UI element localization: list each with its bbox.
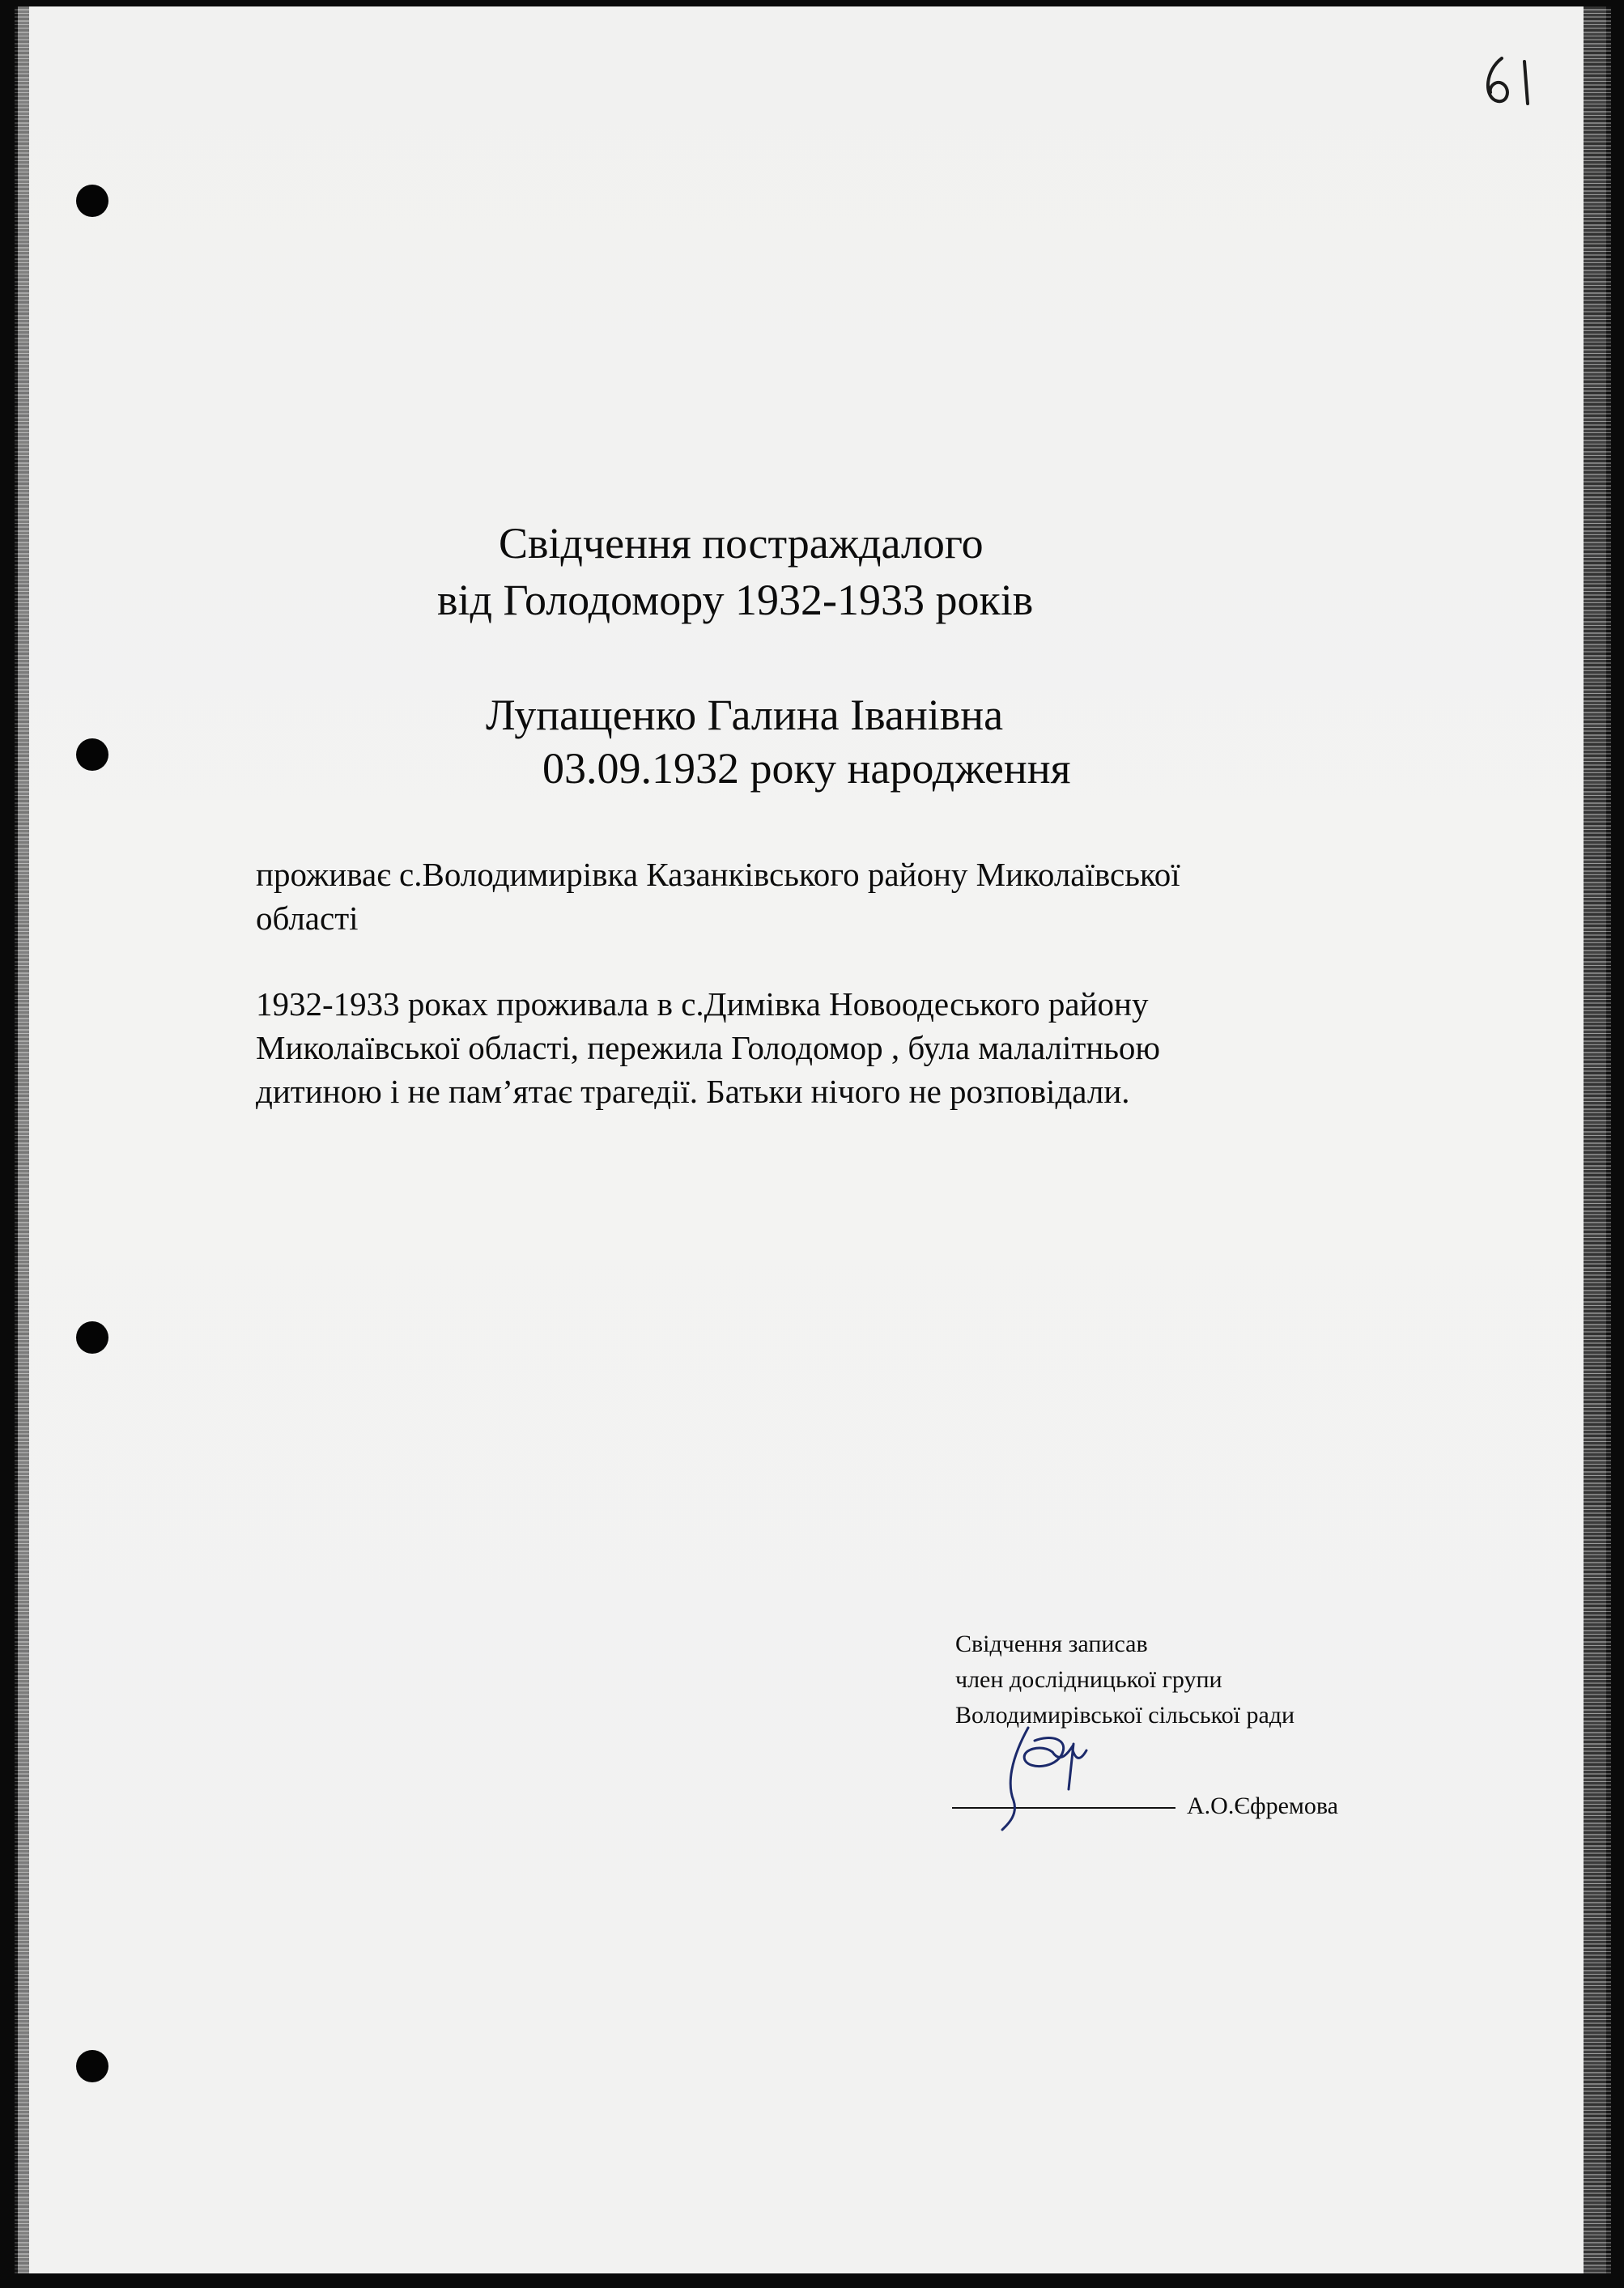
birth-date: 03.09.1932 року народження — [542, 744, 1071, 793]
testimony-line-1: 1932-1933 роках проживала в с.Димівка Новоодеського району — [256, 985, 1149, 1023]
residence-line-2: області — [256, 899, 359, 937]
title-line-2: від Голодомору 1932-1933 років — [437, 576, 1034, 624]
handwritten-page-number — [1477, 50, 1550, 115]
punch-hole-3 — [76, 1321, 108, 1354]
punch-hole-1 — [76, 185, 108, 217]
recorder-line-2: член дослідницької групи — [955, 1666, 1222, 1693]
punch-hole-2 — [76, 738, 108, 771]
testimony-line-3: дитиною і не пам’ятає трагедії. Батьки нічого не розповідали. — [256, 1073, 1130, 1110]
recorder-line-3: Володимирівської сільської ради — [955, 1702, 1295, 1729]
recorder-name: А.О.Єфремова — [1187, 1793, 1338, 1819]
testimony-line-2: Миколаївської області, пережила Голодомор , була малалітньою — [256, 1029, 1161, 1066]
recorder-line-1: Свідчення записав — [955, 1631, 1148, 1657]
handwritten-signature — [978, 1712, 1107, 1833]
title-line-1: Свідчення постраждалого — [499, 519, 984, 568]
punch-hole-4 — [76, 2050, 108, 2082]
perforated-left-edge — [15, 6, 29, 2273]
residence-line-1: проживає с.Володимирівка Казанківського району Миколаївської — [256, 856, 1180, 893]
person-name: Лупащенко Галина Іванівна — [486, 691, 1004, 739]
perforated-right-edge — [1584, 6, 1611, 2273]
document-page — [18, 6, 1606, 2273]
